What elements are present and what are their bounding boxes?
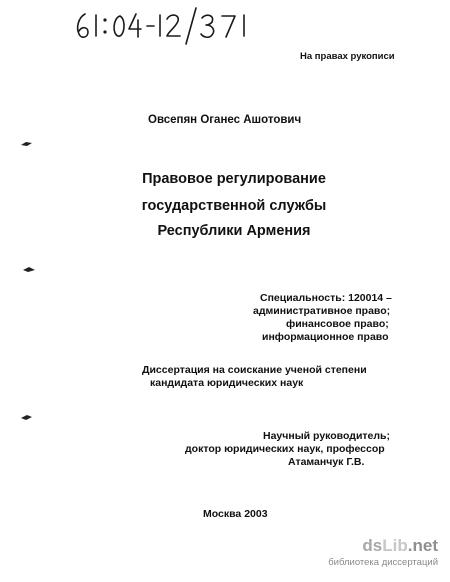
scan-mark-icon bbox=[22, 266, 36, 274]
scan-mark-icon bbox=[20, 413, 34, 421]
speciality-line-2: административное право; bbox=[253, 305, 391, 317]
city-year: Москва 2003 bbox=[203, 508, 268, 520]
advisor-line-3: Атаманчук Г.В. bbox=[288, 456, 365, 468]
title-line-2: государственной службы bbox=[141, 198, 327, 214]
watermark-logo bbox=[362, 536, 438, 556]
scan-mark-icon bbox=[20, 140, 34, 148]
author-name: Овсепян Оганес Ашотович bbox=[148, 114, 302, 126]
dslib-watermark bbox=[328, 536, 438, 570]
title-line-1: Правовое регулирование bbox=[142, 171, 326, 187]
dissertation-line-1: Диссертация на соискание ученой степени bbox=[142, 364, 367, 376]
watermark-logo-ds: ds bbox=[362, 536, 383, 555]
handwritten-archive-code bbox=[72, 6, 277, 46]
rights-note: На правах рукописи bbox=[300, 51, 395, 62]
speciality-line-3: финансовое право; bbox=[286, 318, 389, 330]
advisor-line-1: Научный руководитель; bbox=[263, 430, 390, 442]
speciality-line-1: Специальность: 120014 – bbox=[260, 292, 392, 304]
dissertation-line-2: кандидата юридических наук bbox=[150, 377, 304, 389]
title-line-3: Республики Армения bbox=[157, 223, 311, 239]
watermark-logo-net: .net bbox=[407, 536, 438, 555]
watermark-logo-lib: Lib bbox=[382, 536, 408, 555]
watermark-subtitle: библиотека диссертаций bbox=[328, 557, 438, 568]
handwritten-archive-code-drawing bbox=[72, 6, 277, 46]
advisor-line-2: доктор юридических наук, профессор bbox=[185, 443, 385, 455]
speciality-line-4: информационное право bbox=[262, 331, 389, 343]
